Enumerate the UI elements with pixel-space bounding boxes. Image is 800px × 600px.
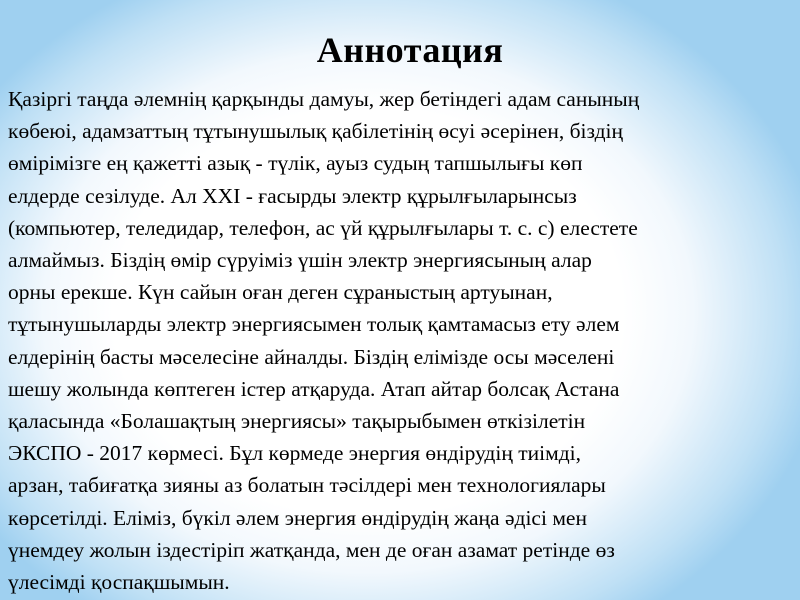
text-line: шешу жолында көптеген істер атқаруда. Атап айтар болсақ Астана	[8, 376, 620, 401]
text-line: тұтынушыларды электр энергиясымен толық қамтамасыз ету әлем	[8, 312, 620, 337]
text-line: арзан, табиғатқа зияны аз болатын тәсілдері мен технологиялары	[8, 473, 606, 498]
text-line: көбеюі, адамзаттың тұтынушылық қабілетінің өсуі әсерінен, біздің	[8, 119, 624, 144]
text-line: үлесімді қоспақшымын.	[8, 570, 230, 595]
text-line: өмірімізге ең қажетті азық - түлік, ауыз судың тапшылығы көп	[8, 151, 583, 176]
text-line: көрсетілді. Еліміз, бүкіл әлем энергия өндірудің жаңа әдісі мен	[8, 505, 587, 530]
text-line: (компьютер, теледидар, телефон, ас үй құрылғылары т. с. с) елестете	[8, 215, 638, 240]
text-line: алмаймыз. Біздің өмір сүруіміз үшін электр энергиясының алар	[8, 248, 592, 273]
text-line: орны ерекше. Күн сайын оған деген сұраныстың артуынан,	[8, 280, 553, 305]
text-line: ЭКСПО - 2017 көрмесі. Бұл көрмеде энергия өндірудің тиімді,	[8, 441, 581, 466]
text-line: елдерінің басты мәселесіне айналды. Біздің елімізде осы мәселені	[8, 344, 615, 369]
slide-title: Аннотация	[316, 30, 504, 70]
text-line: Қазіргі таңда әлемнің қарқынды дамуы, жер бетіндегі адам санының	[8, 87, 640, 111]
text-line: қаласында «Болашақтың энергиясы» тақырыбымен өткізілетін	[8, 409, 586, 434]
text-line: елдерде сезілуде. Ал XXI - ғасырды электр құрылғыларынсыз	[8, 183, 577, 208]
text-line: үнемдеу жолын іздестіріп жатқанда, мен де оған азамат ретінде өз	[8, 537, 615, 562]
annotation-body	[8, 83, 794, 598]
